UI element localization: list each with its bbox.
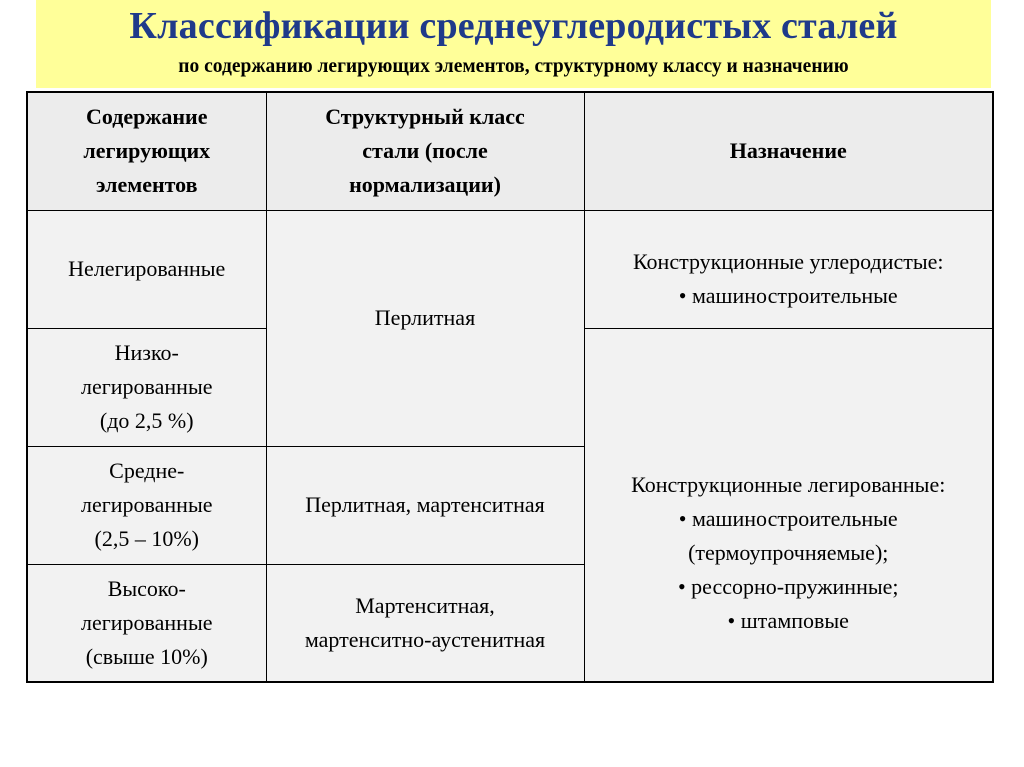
structure-cell-pearlitic: Перлитная: [266, 210, 584, 446]
purpose-cell-carbon: Конструкционные углеродистые: • машиностроительные: [584, 210, 993, 328]
page-subtitle: по содержанию легирующих элементов, структурному классу и назначению: [178, 56, 849, 77]
header-purpose: Назначение: [584, 92, 993, 210]
structure-cell-pearlitic-martensitic: Перлитная, мартенситная: [266, 446, 584, 564]
table-row: [27, 210, 993, 328]
content-cell-medium-alloyed: Средне- легированные (2,5 – 10%): [27, 446, 266, 564]
header-content: Содержание легирующих элементов: [27, 92, 266, 210]
title-banner: [36, 0, 991, 88]
purpose-cell-alloyed: Конструкционные легированные: • машиностроительные (термоупрочняемые); • рессорно-пружинные; • штамповые: [584, 328, 993, 682]
content-cell-high-alloyed: Высоко- легированные (свыше 10%): [27, 564, 266, 682]
structure-cell-martensitic: Мартенситная, мартенситно-аустенитная: [266, 564, 584, 682]
classification-table: [26, 91, 994, 683]
content-cell-low-alloyed: Низко- легированные (до 2,5 %): [27, 328, 266, 446]
header-structure: Структурный класс стали (после нормализации): [266, 92, 584, 210]
page-title: Классификации среднеуглеродистых сталей: [129, 5, 898, 47]
table-header-row: [27, 92, 993, 210]
content-cell-nonalloyed: Нелегированные: [27, 210, 266, 328]
